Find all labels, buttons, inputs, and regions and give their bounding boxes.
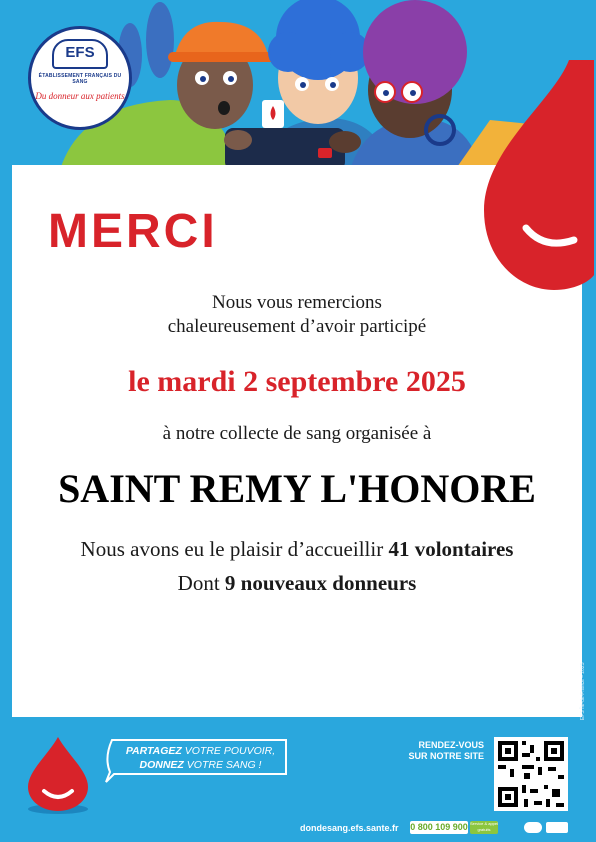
volunteers-count: 41 volontaires bbox=[388, 537, 514, 561]
blood-drop-large-icon bbox=[474, 60, 594, 290]
visit-site-text bbox=[388, 740, 484, 762]
intro-text bbox=[12, 291, 582, 339]
intro-line-1: Nous vous remercions bbox=[212, 292, 382, 313]
slogan-line-1 bbox=[118, 744, 283, 758]
volunteers-line bbox=[12, 537, 582, 562]
efs-logo bbox=[28, 26, 132, 130]
new-donors-line bbox=[12, 571, 582, 596]
free-service-badge: Service & appel gratuits bbox=[470, 821, 499, 832]
event-date: le mardi 2 septembre 2025 bbox=[128, 365, 466, 398]
slogan-text bbox=[118, 744, 283, 772]
new-donors-count: 9 nouveaux donneurs bbox=[224, 571, 417, 595]
slogan-line-1-bold: PARTAGEZ bbox=[125, 745, 182, 757]
slogan-line-2-rest: VOTRE SANG ! bbox=[183, 759, 262, 771]
intro-line-2: chaleureusement d’avoir participé bbox=[167, 316, 427, 337]
efs-acronym: EFS bbox=[52, 39, 108, 69]
partner-logo-icon bbox=[524, 822, 542, 833]
slogan-line-2 bbox=[118, 758, 283, 772]
organized-text: à notre collecte de sang organisée à bbox=[162, 423, 432, 444]
site-url-link[interactable]: dondesang.efs.sante.fr bbox=[300, 823, 399, 833]
event-location: SAINT REMY L'HONORE bbox=[58, 466, 536, 511]
new-donors-prefix: Dont bbox=[177, 571, 225, 595]
visit-site-line-2: SUR NOTRE SITE bbox=[408, 751, 484, 761]
slogan-line-1-rest: VOTRE POUVOIR, bbox=[181, 745, 276, 757]
blood-drop-small-icon bbox=[18, 735, 98, 815]
slogan-line-2-bold: DONNEZ bbox=[139, 759, 184, 771]
efs-tagline: Du donneur aux patients bbox=[35, 91, 125, 101]
qr-code-icon[interactable] bbox=[494, 737, 568, 811]
page-title: MERCI bbox=[48, 205, 218, 258]
efs-full-name: ÉTABLISSEMENT FRANÇAIS DU SANG bbox=[38, 73, 122, 85]
republic-logo-icon bbox=[546, 822, 568, 833]
visit-site-line-1: RENDEZ-VOUS bbox=[418, 740, 484, 750]
volunteers-prefix: Nous avons eu le plaisir d’accueillir bbox=[80, 537, 389, 561]
side-credit: EFS Île-de-France – 2025 bbox=[580, 662, 586, 720]
phone-number[interactable]: 0 800 109 900 bbox=[410, 822, 468, 832]
